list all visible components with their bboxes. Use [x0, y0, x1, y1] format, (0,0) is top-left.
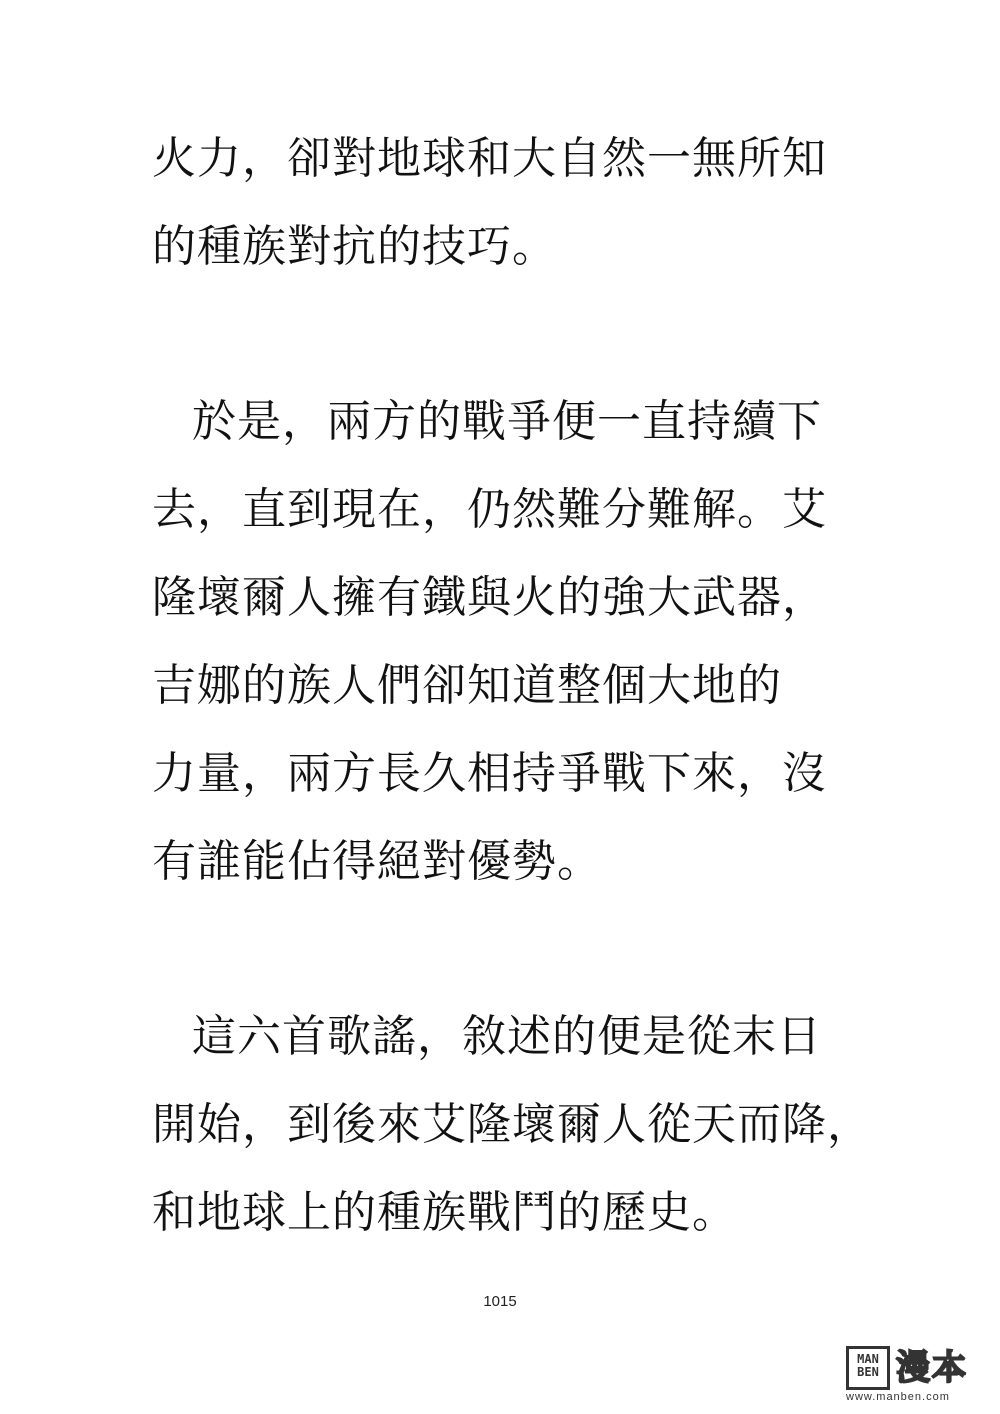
text-line: 吉娜的族人們卻知道整個大地的 [152, 660, 782, 711]
text-line: 火力，卻對地球和大自然一無所知 [152, 133, 827, 184]
watermark-box-bottom: BEN [857, 1365, 879, 1379]
paragraph-3 [152, 1011, 912, 1238]
text-line: 的種族對抗的技巧。 [152, 221, 557, 272]
text-line: 開始，到後來艾隆壞爾人從天而降， [152, 1099, 872, 1150]
paragraph-2 [152, 396, 912, 887]
watermark-box-top: MAN [857, 1352, 879, 1366]
text-line: 去，直到現在，仍然難分難解。艾 [152, 484, 827, 535]
watermark-url: www.manben.com [846, 1391, 950, 1403]
page-number: 1015 [483, 1293, 517, 1310]
watermark-chinese: 漫本 [896, 1348, 968, 1388]
text-line: 隆壞爾人擁有鐵與火的強大武器， [152, 572, 827, 623]
text-line: 力量，兩方長久相持爭戰下來，沒 [152, 748, 827, 799]
paragraph-1 [152, 133, 912, 272]
paragraph-gap [152, 313, 912, 400]
text-line: 於是，兩方的戰爭便一直持續下 [192, 396, 822, 447]
watermark-box [846, 1346, 890, 1390]
paragraph-gap [152, 928, 912, 1015]
text-line: 有誰能佔得絕對優勢。 [152, 836, 602, 887]
page-body [152, 133, 912, 1279]
text-line: 這六首歌謠，敘述的便是從末日 [192, 1011, 822, 1062]
watermark-logo [846, 1346, 986, 1404]
text-line: 和地球上的種族戰鬥的歷史。 [152, 1187, 737, 1238]
